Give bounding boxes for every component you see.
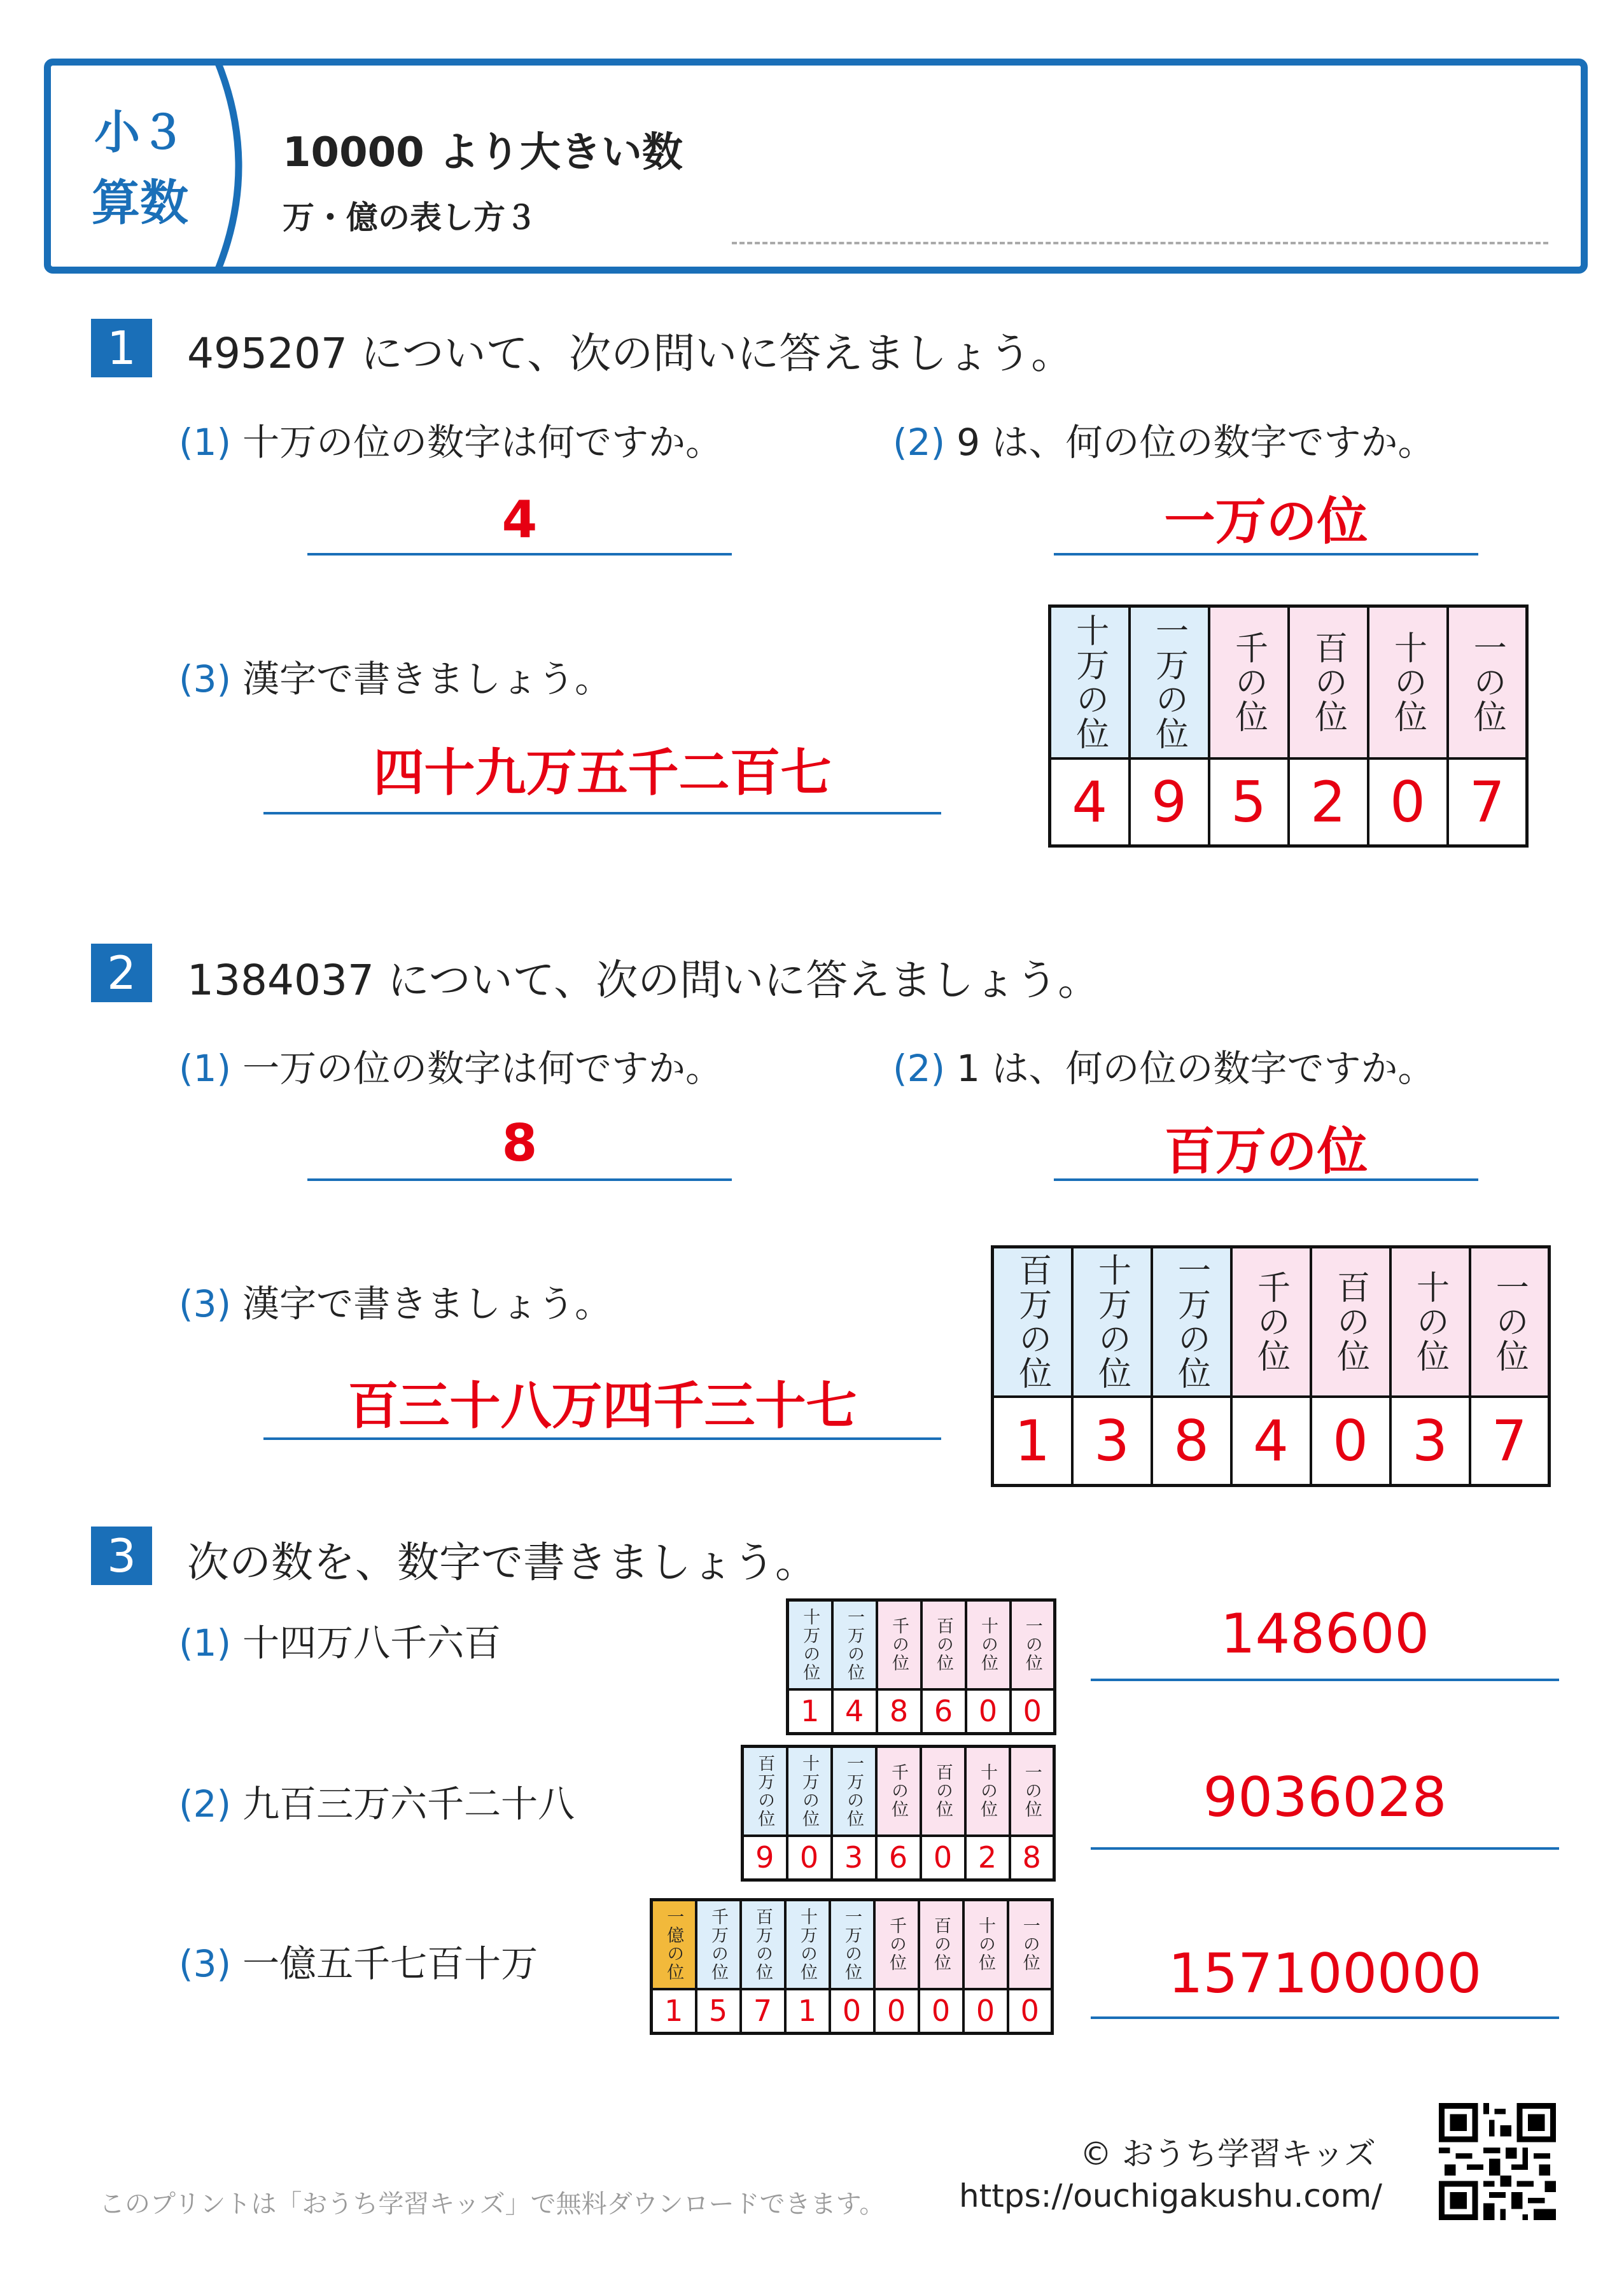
place-header-row xyxy=(743,1747,1054,1836)
answer: 157100000 xyxy=(1168,1942,1482,2006)
answer-line xyxy=(1091,1847,1559,1850)
sub-label: (2) xyxy=(893,1047,946,1090)
digit-cell: 0 xyxy=(1311,1397,1390,1486)
digit-row xyxy=(788,1689,1055,1734)
place-header-cell: 百万の位 xyxy=(741,1900,785,1989)
place-header-row xyxy=(993,1247,1550,1397)
page-title: 10000 より大きい数 xyxy=(283,129,683,176)
place-header-cell: 十万の位 xyxy=(787,1747,832,1836)
place-header-cell: 十の位 xyxy=(1390,1247,1470,1397)
answer: 4 xyxy=(501,490,538,549)
digit-cell: 3 xyxy=(832,1836,876,1880)
sub-text: 9 は、何の位の数字ですか。 xyxy=(956,421,1435,464)
digit-cell: 0 xyxy=(787,1836,832,1880)
download-note: このプリントは「おうち学習キッズ」で無料ダウンロードできます。 xyxy=(99,2190,885,2219)
place-header-cell: 百万の位 xyxy=(743,1747,787,1836)
digit-cell: 7 xyxy=(1448,758,1527,846)
sub-text: 九百三万六千二十八 xyxy=(242,1782,575,1826)
digit-cell: 3 xyxy=(1072,1397,1152,1486)
place-header-cell: 一の位 xyxy=(1010,1747,1054,1836)
digit-cell: 0 xyxy=(1008,1989,1053,2034)
answer: 四十九万五千二百七 xyxy=(373,743,832,802)
place-value-table xyxy=(786,1598,1056,1735)
digit-cell: 8 xyxy=(1010,1836,1054,1880)
digit-cell: 2 xyxy=(965,1836,1010,1880)
subject-label: 算数 xyxy=(92,174,188,231)
digit-cell: 7 xyxy=(741,1989,785,2034)
place-value-table xyxy=(1048,604,1529,848)
place-header-cell: 一万の位 xyxy=(832,1600,877,1689)
digit-cell: 4 xyxy=(1050,758,1130,846)
digit-cell: 9 xyxy=(1130,758,1209,846)
digit-cell: 2 xyxy=(1289,758,1368,846)
answer-line xyxy=(1091,1679,1559,1681)
sub-text: 一億五千七百十万 xyxy=(242,1942,538,1985)
place-header-cell: 千万の位 xyxy=(696,1900,741,1989)
digit-cell: 4 xyxy=(832,1689,877,1734)
sub-question xyxy=(179,1934,538,1987)
place-header-row xyxy=(788,1600,1055,1689)
sub-label: (1) xyxy=(179,1047,232,1090)
place-header-cell: 千の位 xyxy=(874,1900,919,1989)
sub-question xyxy=(893,1038,1435,1092)
place-header-cell: 十の位 xyxy=(1368,606,1448,758)
sub-text: 1 は、何の位の数字ですか。 xyxy=(956,1047,1435,1090)
place-header-row xyxy=(652,1900,1053,1989)
digit-cell: 0 xyxy=(874,1989,919,2034)
place-header-cell: 千の位 xyxy=(1209,606,1289,758)
place-header-cell: 一万の位 xyxy=(1130,606,1209,758)
answer: 148600 xyxy=(1220,1602,1430,1666)
site-url[interactable]: https://ouchigakushu.com/ xyxy=(958,2177,1382,2214)
answer: 百三十八万四千三十七 xyxy=(347,1376,857,1436)
digit-cell: 5 xyxy=(1209,758,1289,846)
sub-label: (3) xyxy=(179,1282,232,1325)
sub-text: 漢字で書きましょう。 xyxy=(242,657,612,701)
sub-question xyxy=(179,1274,612,1327)
digit-cell: 1 xyxy=(785,1989,830,2034)
digit-cell: 1 xyxy=(652,1989,696,2034)
place-value-table xyxy=(741,1745,1056,1882)
answer: 一万の位 xyxy=(1164,492,1368,551)
digit-cell: 5 xyxy=(696,1989,741,2034)
place-header-cell: 一の位 xyxy=(1470,1247,1550,1397)
place-header-row xyxy=(1050,606,1527,758)
place-header-cell: 一万の位 xyxy=(830,1900,874,1989)
question-number: 3 xyxy=(91,1527,152,1585)
sub-question xyxy=(179,1774,575,1827)
digit-cell: 4 xyxy=(1231,1397,1311,1486)
digit-cell: 0 xyxy=(919,1989,963,2034)
place-header-cell: 一の位 xyxy=(1448,606,1527,758)
sub-label: (3) xyxy=(179,1942,232,1985)
digit-cell: 0 xyxy=(830,1989,874,2034)
answer-line xyxy=(1054,1178,1478,1181)
copyright: © おうち学習キッズ xyxy=(1080,2135,1376,2172)
sub-question xyxy=(179,1038,722,1092)
place-header-cell: 十の位 xyxy=(966,1600,1011,1689)
place-header-cell: 千の位 xyxy=(876,1747,921,1836)
sub-question xyxy=(179,649,612,702)
place-header-cell: 十万の位 xyxy=(1050,606,1130,758)
grade-label: 小３ xyxy=(94,106,186,159)
answer-line xyxy=(307,1178,732,1181)
sub-text: 漢字で書きましょう。 xyxy=(242,1282,612,1325)
place-header-cell: 百の位 xyxy=(919,1900,963,1989)
place-header-cell: 一万の位 xyxy=(1152,1247,1231,1397)
digit-cell: 3 xyxy=(1390,1397,1470,1486)
digit-cell: 1 xyxy=(788,1689,832,1734)
place-header-cell: 十の位 xyxy=(965,1747,1010,1836)
digit-row xyxy=(743,1836,1054,1880)
place-header-cell: 一の位 xyxy=(1008,1900,1053,1989)
answer-line xyxy=(1091,2016,1559,2019)
digit-row xyxy=(652,1989,1053,2034)
sub-question xyxy=(179,1613,501,1667)
place-header-cell: 百万の位 xyxy=(993,1247,1072,1397)
sub-text: 十四万八千六百 xyxy=(242,1621,501,1665)
question-text: 1384037 について、次の問いに答えましょう。 xyxy=(187,956,1100,1005)
answer-line xyxy=(1054,553,1478,556)
place-header-cell: 十の位 xyxy=(963,1900,1008,1989)
sub-text: 十万の位の数字は何ですか。 xyxy=(242,421,723,464)
place-header-cell: 一万の位 xyxy=(832,1747,876,1836)
digit-row xyxy=(1050,758,1527,846)
place-header-cell: 百の位 xyxy=(921,1600,966,1689)
digit-cell: 6 xyxy=(876,1836,921,1880)
sub-text: 一万の位の数字は何ですか。 xyxy=(242,1047,723,1090)
digit-cell: 8 xyxy=(1152,1397,1231,1486)
question-text: 次の数を、数字で書きましょう。 xyxy=(187,1538,817,1587)
place-header-cell: 百の位 xyxy=(1289,606,1368,758)
sub-question xyxy=(893,412,1435,466)
answer-line xyxy=(263,1437,941,1440)
place-header-cell: 千の位 xyxy=(877,1600,921,1689)
place-header-cell: 千の位 xyxy=(1231,1247,1311,1397)
answer: 8 xyxy=(501,1114,538,1173)
page-subtitle: 万・億の表し方３ xyxy=(283,199,537,236)
digit-cell: 7 xyxy=(1470,1397,1550,1486)
question-number: 2 xyxy=(91,944,152,1002)
name-line xyxy=(732,242,1548,244)
place-header-cell: 十万の位 xyxy=(785,1900,830,1989)
place-header-cell: 一の位 xyxy=(1011,1600,1055,1689)
place-header-cell: 百の位 xyxy=(921,1747,965,1836)
place-header-cell: 一億の位 xyxy=(652,1900,696,1989)
digit-cell: 0 xyxy=(1011,1689,1055,1734)
digit-cell: 0 xyxy=(966,1689,1011,1734)
place-value-table xyxy=(991,1245,1551,1487)
place-header-cell: 百の位 xyxy=(1311,1247,1390,1397)
digit-cell: 8 xyxy=(877,1689,921,1734)
question-text: 495207 について、次の問いに答えましょう。 xyxy=(187,329,1074,378)
sub-label: (1) xyxy=(179,1621,232,1665)
digit-cell: 0 xyxy=(963,1989,1008,2034)
place-header-cell: 十万の位 xyxy=(788,1600,832,1689)
digit-row xyxy=(993,1397,1550,1486)
answer: 9036028 xyxy=(1203,1766,1447,1829)
place-value-table xyxy=(650,1898,1054,2035)
digit-cell: 6 xyxy=(921,1689,966,1734)
digit-cell: 9 xyxy=(743,1836,787,1880)
sub-label: (1) xyxy=(179,421,232,464)
answer-line xyxy=(307,553,732,556)
digit-cell: 0 xyxy=(1368,758,1448,846)
answer-line xyxy=(263,812,941,814)
digit-cell: 0 xyxy=(921,1836,965,1880)
qr-code-icon xyxy=(1439,2103,1556,2220)
sub-question xyxy=(179,412,722,466)
answer: 百万の位 xyxy=(1164,1122,1368,1181)
sub-label: (3) xyxy=(179,657,232,701)
place-header-cell: 十万の位 xyxy=(1072,1247,1152,1397)
sub-label: (2) xyxy=(893,421,946,464)
question-number: 1 xyxy=(91,319,152,377)
digit-cell: 1 xyxy=(993,1397,1072,1486)
sub-label: (2) xyxy=(179,1782,232,1826)
